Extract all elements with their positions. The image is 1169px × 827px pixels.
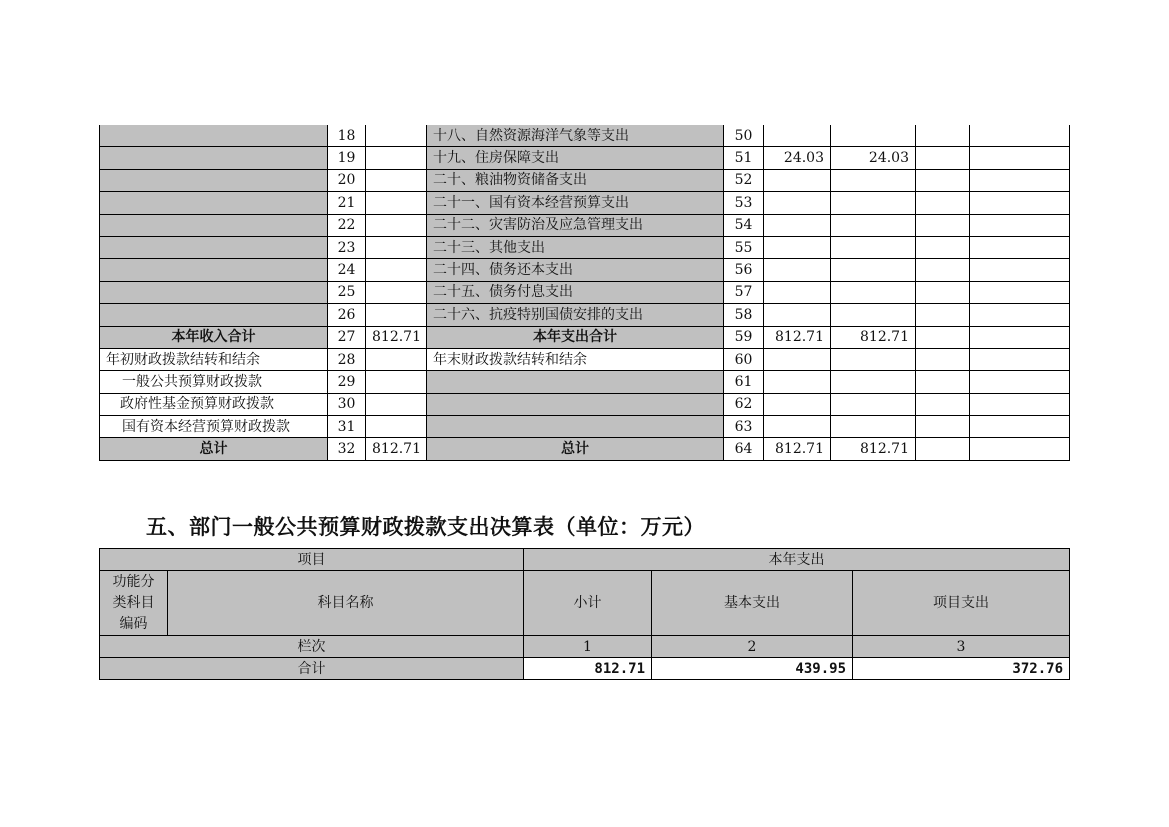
fund-budget-amount bbox=[916, 169, 970, 191]
income-row-number: 28 bbox=[328, 348, 366, 370]
general-budget-amount bbox=[831, 416, 916, 438]
state-capital-amount bbox=[970, 214, 1070, 236]
header-project-expenditure: 项目支出 bbox=[853, 571, 1070, 636]
expenditure-total bbox=[764, 393, 831, 415]
income-row-number: 31 bbox=[328, 416, 366, 438]
expenditure-item-label bbox=[427, 393, 724, 415]
expenditure-row-number: 50 bbox=[724, 125, 764, 147]
state-capital-amount bbox=[970, 304, 1070, 326]
fund-budget-amount bbox=[916, 371, 970, 393]
general-budget-amount bbox=[831, 236, 916, 258]
expenditure-total bbox=[764, 416, 831, 438]
table-row bbox=[100, 348, 1070, 370]
expenditure-row-number: 58 bbox=[724, 304, 764, 326]
income-amount bbox=[366, 169, 427, 191]
expenditure-total bbox=[764, 348, 831, 370]
expenditure-total bbox=[764, 236, 831, 258]
expenditure-item-label: 二十四、债务还本支出 bbox=[427, 259, 724, 281]
income-amount bbox=[366, 125, 427, 147]
fund-budget-amount bbox=[916, 125, 970, 147]
header-code-line: 类科目 bbox=[112, 594, 155, 611]
total-subtotal: 812.71 bbox=[524, 658, 652, 680]
expenditure-item-label: 二十一、国有资本经营预算支出 bbox=[427, 192, 724, 214]
expenditure-item-label: 二十五、债务付息支出 bbox=[427, 281, 724, 303]
income-row-number: 20 bbox=[328, 169, 366, 191]
expenditure-row-number: 59 bbox=[724, 326, 764, 348]
expenditure-total bbox=[764, 281, 831, 303]
fund-budget-amount bbox=[916, 192, 970, 214]
general-budget-amount: 812.71 bbox=[831, 326, 916, 348]
income-item-label bbox=[100, 192, 328, 214]
general-budget-amount bbox=[831, 125, 916, 147]
expenditure-item-label: 十八、自然资源海洋气象等支出 bbox=[427, 125, 724, 147]
state-capital-amount bbox=[970, 326, 1070, 348]
income-amount bbox=[366, 192, 427, 214]
income-row-number: 29 bbox=[328, 371, 366, 393]
fund-budget-amount bbox=[916, 393, 970, 415]
state-capital-amount bbox=[970, 192, 1070, 214]
table-body bbox=[100, 125, 1070, 460]
income-amount bbox=[366, 304, 427, 326]
table-row bbox=[100, 281, 1070, 303]
general-budget-amount bbox=[831, 348, 916, 370]
income-item-label bbox=[100, 304, 328, 326]
header-code-line: 功能分 bbox=[112, 573, 155, 590]
table-row bbox=[100, 236, 1070, 258]
expenditure-row-number: 56 bbox=[724, 259, 764, 281]
income-row-number: 19 bbox=[328, 147, 366, 169]
expenditure-total: 812.71 bbox=[764, 438, 831, 460]
section-title: 五、部门一般公共预算财政拨款支出决算表（单位：万元） bbox=[146, 515, 705, 539]
income-amount bbox=[366, 236, 427, 258]
income-row-number: 21 bbox=[328, 192, 366, 214]
income-item-label: 本年收入合计 bbox=[100, 326, 328, 348]
column-index-label: 栏次 bbox=[100, 636, 524, 658]
income-row-number: 18 bbox=[328, 125, 366, 147]
fund-budget-amount bbox=[916, 259, 970, 281]
state-capital-amount bbox=[970, 281, 1070, 303]
state-capital-amount bbox=[970, 169, 1070, 191]
general-budget-amount bbox=[831, 214, 916, 236]
state-capital-amount bbox=[970, 125, 1070, 147]
income-row-number: 25 bbox=[328, 281, 366, 303]
expenditure-row-number: 52 bbox=[724, 169, 764, 191]
income-row-number: 26 bbox=[328, 304, 366, 326]
expenditure-total bbox=[764, 304, 831, 326]
total-basic: 439.95 bbox=[652, 658, 853, 680]
state-capital-amount bbox=[970, 393, 1070, 415]
column-index-2: 2 bbox=[652, 636, 853, 658]
table-row bbox=[100, 416, 1070, 438]
income-item-label: 国有资本经营预算财政拨款 bbox=[100, 416, 328, 438]
income-amount bbox=[366, 147, 427, 169]
income-item-label: 年初财政拨款结转和结余 bbox=[100, 348, 328, 370]
column-index-3: 3 bbox=[853, 636, 1070, 658]
expenditure-item-label: 二十、粮油物资储备支出 bbox=[427, 169, 724, 191]
expenditure-item-label: 十九、住房保障支出 bbox=[427, 147, 724, 169]
income-item-label bbox=[100, 259, 328, 281]
expenditure-item-label: 二十二、灾害防治及应急管理支出 bbox=[427, 214, 724, 236]
header-function-code bbox=[100, 571, 168, 636]
income-row-number: 22 bbox=[328, 214, 366, 236]
table-row bbox=[100, 214, 1070, 236]
income-item-label bbox=[100, 125, 328, 147]
expenditure-total bbox=[764, 125, 831, 147]
income-row-number: 30 bbox=[328, 393, 366, 415]
state-capital-amount bbox=[970, 371, 1070, 393]
expenditure-total: 24.03 bbox=[764, 147, 831, 169]
fund-budget-amount bbox=[916, 214, 970, 236]
income-amount: 812.71 bbox=[366, 326, 427, 348]
income-item-label bbox=[100, 147, 328, 169]
header-code-line: 编码 bbox=[119, 615, 148, 632]
expenditure-item-label: 年末财政拨款结转和结余 bbox=[427, 348, 724, 370]
total-row bbox=[100, 658, 1070, 680]
table-row bbox=[100, 169, 1070, 191]
header-current-year-expenditure: 本年支出 bbox=[524, 549, 1070, 571]
income-row-number: 32 bbox=[328, 438, 366, 460]
fund-budget-amount bbox=[916, 326, 970, 348]
general-budget-amount bbox=[831, 281, 916, 303]
state-capital-amount bbox=[970, 416, 1070, 438]
total-project: 372.76 bbox=[853, 658, 1070, 680]
income-amount: 812.71 bbox=[366, 438, 427, 460]
expenditure-row-number: 61 bbox=[724, 371, 764, 393]
table-row bbox=[100, 192, 1070, 214]
state-capital-amount bbox=[970, 236, 1070, 258]
expenditure-row-number: 51 bbox=[724, 147, 764, 169]
income-item-label: 政府性基金预算财政拨款 bbox=[100, 393, 328, 415]
total-label: 合计 bbox=[100, 658, 524, 680]
state-capital-amount bbox=[970, 348, 1070, 370]
income-item-label: 一般公共预算财政拨款 bbox=[100, 371, 328, 393]
income-expenditure-table bbox=[99, 125, 1070, 461]
fund-budget-amount bbox=[916, 348, 970, 370]
general-budget-amount bbox=[831, 169, 916, 191]
general-budget-amount: 24.03 bbox=[831, 147, 916, 169]
general-budget-amount bbox=[831, 393, 916, 415]
general-budget-amount bbox=[831, 304, 916, 326]
table-header-row bbox=[100, 549, 1070, 571]
expenditure-row-number: 55 bbox=[724, 236, 764, 258]
table-row bbox=[100, 304, 1070, 326]
expenditure-row-number: 64 bbox=[724, 438, 764, 460]
state-capital-amount bbox=[970, 147, 1070, 169]
income-amount bbox=[366, 371, 427, 393]
income-item-label: 总计 bbox=[100, 438, 328, 460]
expenditure-row-number: 54 bbox=[724, 214, 764, 236]
expenditure-row-number: 62 bbox=[724, 393, 764, 415]
general-budget-amount bbox=[831, 259, 916, 281]
general-budget-amount: 812.71 bbox=[831, 438, 916, 460]
expenditure-row-number: 60 bbox=[724, 348, 764, 370]
expenditure-row-number: 63 bbox=[724, 416, 764, 438]
general-budget-amount bbox=[831, 192, 916, 214]
table-subheader-row bbox=[100, 571, 1070, 636]
table-row bbox=[100, 259, 1070, 281]
expenditure-total bbox=[764, 214, 831, 236]
expenditure-item-label: 本年支出合计 bbox=[427, 326, 724, 348]
header-project: 项目 bbox=[100, 549, 524, 571]
general-budget-amount bbox=[831, 371, 916, 393]
state-capital-amount bbox=[970, 438, 1070, 460]
expenditure-total bbox=[764, 371, 831, 393]
expenditure-total bbox=[764, 169, 831, 191]
income-item-label bbox=[100, 169, 328, 191]
income-amount bbox=[366, 348, 427, 370]
expenditure-total bbox=[764, 192, 831, 214]
income-item-label bbox=[100, 214, 328, 236]
expenditure-total bbox=[764, 259, 831, 281]
income-amount bbox=[366, 281, 427, 303]
expenditure-total: 812.71 bbox=[764, 326, 831, 348]
fund-budget-amount bbox=[916, 147, 970, 169]
income-row-number: 24 bbox=[328, 259, 366, 281]
state-capital-amount bbox=[970, 259, 1070, 281]
fund-budget-amount bbox=[916, 416, 970, 438]
fund-budget-amount bbox=[916, 304, 970, 326]
income-item-label bbox=[100, 236, 328, 258]
expenditure-row-number: 53 bbox=[724, 192, 764, 214]
expenditure-item-label: 二十六、抗疫特别国债安排的支出 bbox=[427, 304, 724, 326]
income-row-number: 23 bbox=[328, 236, 366, 258]
table-row bbox=[100, 393, 1070, 415]
income-amount bbox=[366, 259, 427, 281]
header-subject-name: 科目名称 bbox=[168, 571, 524, 636]
expenditure-item-label: 二十三、其他支出 bbox=[427, 236, 724, 258]
table-row bbox=[100, 125, 1070, 147]
header-basic-expenditure: 基本支出 bbox=[652, 571, 853, 636]
general-budget-expenditure-table bbox=[99, 548, 1070, 680]
income-item-label bbox=[100, 281, 328, 303]
income-row-number: 27 bbox=[328, 326, 366, 348]
expenditure-row-number: 57 bbox=[724, 281, 764, 303]
income-amount bbox=[366, 416, 427, 438]
expenditure-item-label bbox=[427, 371, 724, 393]
table-row bbox=[100, 147, 1070, 169]
fund-budget-amount bbox=[916, 438, 970, 460]
column-index-1: 1 bbox=[524, 636, 652, 658]
fund-budget-amount bbox=[916, 236, 970, 258]
header-subtotal: 小计 bbox=[524, 571, 652, 636]
column-index-row bbox=[100, 636, 1070, 658]
fund-budget-amount bbox=[916, 281, 970, 303]
table-row bbox=[100, 326, 1070, 348]
expenditure-item-label bbox=[427, 416, 724, 438]
table-row bbox=[100, 371, 1070, 393]
expenditure-item-label: 总计 bbox=[427, 438, 724, 460]
income-amount bbox=[366, 214, 427, 236]
table-row bbox=[100, 438, 1070, 460]
income-amount bbox=[366, 393, 427, 415]
